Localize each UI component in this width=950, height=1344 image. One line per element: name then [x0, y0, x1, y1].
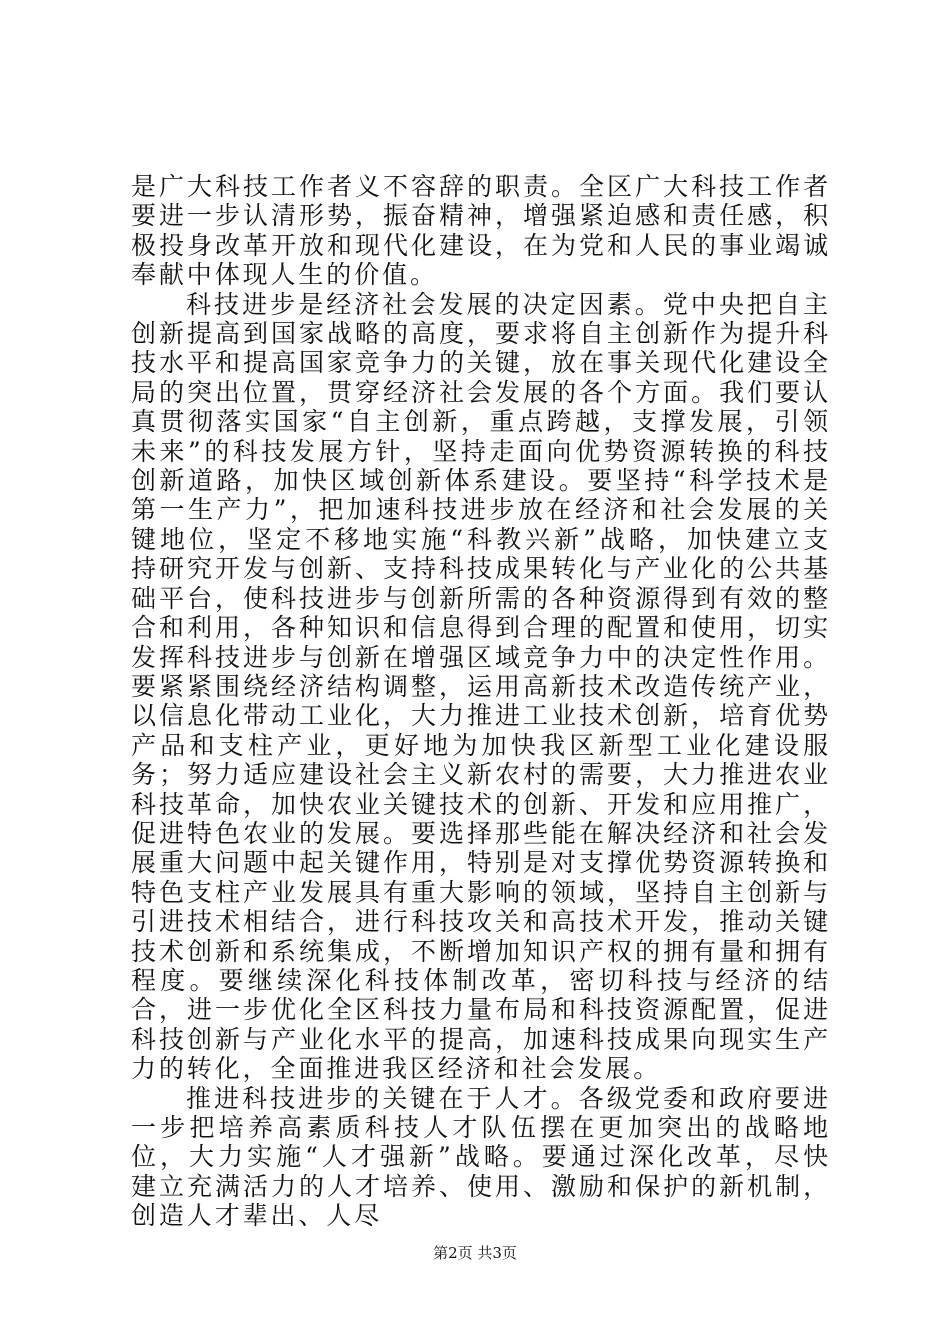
body-text — [131, 172, 831, 1231]
paragraph-3: 推进科技进步的关键在于人才。各级党委和政府要进一步把培养高素质科技人才队伍摆在更加突出的战略地位，大力实施“人才强新”战略。要通过深化改革，尽快建立充满活力的人才培养、使用、激励和保护的新机制，创造人才辈出、人尽 — [131, 1083, 831, 1231]
paragraph-1: 是广大科技工作者义不容辞的职责。全区广大科技工作者要进一步认清形势，振奋精神，增强紧迫感和责任感，积极投身改革开放和现代化建设，在为党和人民的事业竭诚奉献中体现人生的价值。 — [131, 172, 831, 290]
page-footer: 第2页 共3页 — [433, 1244, 517, 1262]
paragraph-2: 科技进步是经济社会发展的决定因素。党中央把自主创新提高到国家战略的高度，要求将自主创新作为提升科技水平和提高国家竞争力的关键，放在事关现代化建设全局的突出位置，贯穿经济社会发展的各个方面。我们要认真贯彻落实国家“自主创新，重点跨越，支撑发展，引领未来”的科技发展方针，坚持走面向优势资源转换的科技创新道路，加快区域创新体系建设。要坚持“科学技术是第一生产力”，把加速科技进步放在经济和社会发展的关键地位，坚定不移地实施“科教兴新”战略，加快建立支持研究开发与创新、支持科技成果转化与产业化的公共基础平台，使科技进步与创新所需的各种资源得到有效的整合和利用，各种知识和信息得到合理的配置和使用，切实发挥科技进步与创新在增强区域竞争力中的决定性作用。要紧紧围绕经济结构调整，运用高新技术改造传统产业，以信息化带动工业化，大力推进工业技术创新，培育优势产品和支柱产业，更好地为加快我区新型工业化建设服务；努力适应建设社会主义新农村的需要，大力推进农业科技革命，加快农业关键技术的创新、开发和应用推广，促进特色农业的发展。要选择那些能在解决经济和社会发展重大问题中起关键作用，特别是对支撑优势资源转换和特色支柱产业发展具有重大影响的领域，坚持自主创新与引进技术相结合，进行科技攻关和高技术开发，推动关键技术创新和系统集成，不断增加知识产权的拥有量和拥有程度。要继续深化科技体制改革，密切科技与经济的结合，进一步优化全区科技力量布局和科技资源配置，促进科技创新与产业化水平的提高，加速科技成果向现实生产力的转化，全面推进我区经济和社会发展。 — [131, 289, 831, 1084]
